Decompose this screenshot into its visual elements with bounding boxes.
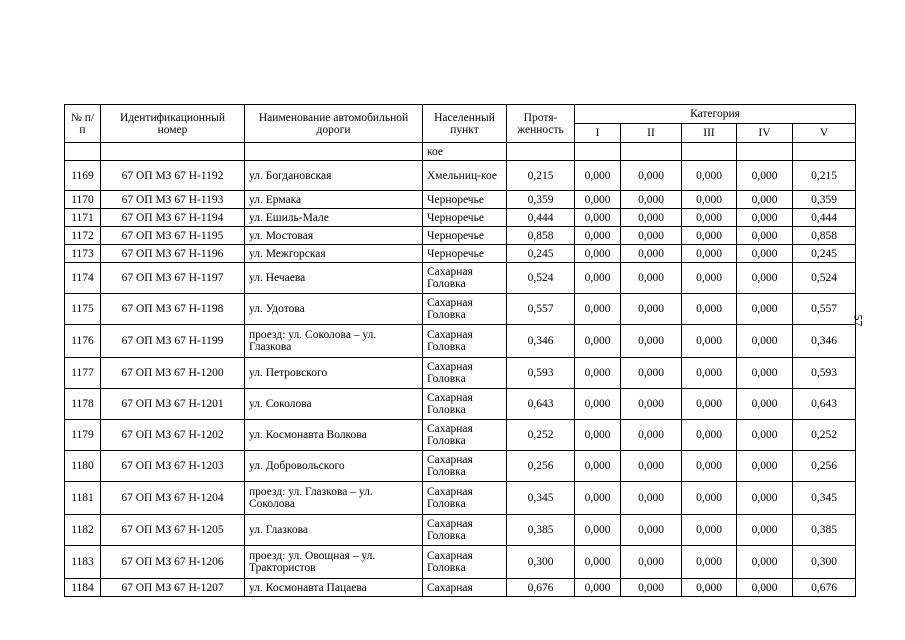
page-number: 57 bbox=[851, 314, 866, 327]
cell-place: Черноречье bbox=[423, 245, 507, 263]
cell-name: проезд: ул. Соколова – ул. Глазкова bbox=[245, 325, 423, 358]
cell-num: 1169 bbox=[65, 161, 101, 191]
cell-c2: 0,000 bbox=[621, 325, 682, 358]
cell-c1: 0,000 bbox=[575, 161, 621, 191]
cell-place: Черноречье bbox=[423, 227, 507, 245]
cell-name: проезд: ул. Овощная – ул. Трактористов bbox=[245, 546, 423, 579]
cell-c5: 0,245 bbox=[793, 245, 856, 263]
header-cat-1: I bbox=[575, 124, 621, 143]
table-row bbox=[65, 245, 856, 263]
cell-name: ул. Мостовая bbox=[245, 227, 423, 245]
cell-name: ул. Глазкова bbox=[245, 515, 423, 546]
cell-len: 0,557 bbox=[507, 294, 575, 325]
cell-c3: 0,000 bbox=[682, 482, 737, 515]
cell-place: Сахарная Головка bbox=[423, 482, 507, 515]
cell-id: 67 ОП МЗ 67 Н-1205 bbox=[101, 515, 245, 546]
cell-name: ул. Космонавта Волкова bbox=[245, 420, 423, 451]
cell-len: 0,858 bbox=[507, 227, 575, 245]
cell-id: 67 ОП МЗ 67 Н-1200 bbox=[101, 358, 245, 389]
cell-len: 0,215 bbox=[507, 161, 575, 191]
cell-c1: 0,000 bbox=[575, 579, 621, 597]
cell-c1: 0,000 bbox=[575, 389, 621, 420]
cell-id: 67 ОП МЗ 67 Н-1201 bbox=[101, 389, 245, 420]
cell-c5: 0,444 bbox=[793, 209, 856, 227]
cell-c3: 0,000 bbox=[682, 358, 737, 389]
header-spacer bbox=[575, 143, 621, 161]
cell-num: 1178 bbox=[65, 389, 101, 420]
cell-id: 67 ОП МЗ 67 Н-1195 bbox=[101, 227, 245, 245]
cell-name: ул. Межгорская bbox=[245, 245, 423, 263]
header-id: Идентификационный номер bbox=[101, 105, 245, 143]
cell-id: 67 ОП МЗ 67 Н-1192 bbox=[101, 161, 245, 191]
cell-len: 0,300 bbox=[507, 546, 575, 579]
cell-c1: 0,000 bbox=[575, 482, 621, 515]
cell-c4: 0,000 bbox=[737, 420, 793, 451]
table-row bbox=[65, 209, 856, 227]
cell-c1: 0,000 bbox=[575, 358, 621, 389]
cell-c5: 0,345 bbox=[793, 482, 856, 515]
cell-len: 0,385 bbox=[507, 515, 575, 546]
cell-len: 0,643 bbox=[507, 389, 575, 420]
cell-place: Сахарная Головка bbox=[423, 358, 507, 389]
cell-c5: 0,643 bbox=[793, 389, 856, 420]
cell-c1: 0,000 bbox=[575, 227, 621, 245]
table-row bbox=[65, 191, 856, 209]
cell-len: 0,345 bbox=[507, 482, 575, 515]
cell-place: Сахарная Головка bbox=[423, 420, 507, 451]
header-spacer bbox=[101, 143, 245, 161]
cell-place: Хмельниц-кое bbox=[423, 161, 507, 191]
cell-id: 67 ОП МЗ 67 Н-1202 bbox=[101, 420, 245, 451]
table-row bbox=[65, 227, 856, 245]
cell-c2: 0,000 bbox=[621, 191, 682, 209]
cell-c4: 0,000 bbox=[737, 294, 793, 325]
cell-id: 67 ОП МЗ 67 Н-1197 bbox=[101, 263, 245, 294]
cell-len: 0,245 bbox=[507, 245, 575, 263]
cell-c2: 0,000 bbox=[621, 579, 682, 597]
cell-c4: 0,000 bbox=[737, 482, 793, 515]
cell-c4: 0,000 bbox=[737, 191, 793, 209]
cell-c4: 0,000 bbox=[737, 579, 793, 597]
cell-place: Сахарная Головка bbox=[423, 451, 507, 482]
header-spacer bbox=[507, 143, 575, 161]
cell-id: 67 ОП МЗ 67 Н-1204 bbox=[101, 482, 245, 515]
table-row bbox=[65, 420, 856, 451]
cell-c4: 0,000 bbox=[737, 358, 793, 389]
header-cat-2: II bbox=[621, 124, 682, 143]
header-category: Категория bbox=[575, 105, 856, 124]
cell-c3: 0,000 bbox=[682, 294, 737, 325]
header-settlement: Населенный пункт bbox=[423, 105, 507, 143]
cell-c1: 0,000 bbox=[575, 294, 621, 325]
cell-name: ул. Нечаева bbox=[245, 263, 423, 294]
cell-c1: 0,000 bbox=[575, 546, 621, 579]
table-row bbox=[65, 358, 856, 389]
header-num: № п/п bbox=[65, 105, 101, 143]
header-spacer bbox=[793, 143, 856, 161]
header-spacer bbox=[621, 143, 682, 161]
cell-c2: 0,000 bbox=[621, 358, 682, 389]
cell-num: 1184 bbox=[65, 579, 101, 597]
cell-len: 0,252 bbox=[507, 420, 575, 451]
cell-c4: 0,000 bbox=[737, 389, 793, 420]
cell-len: 0,444 bbox=[507, 209, 575, 227]
cell-name: ул. Ермака bbox=[245, 191, 423, 209]
cell-c3: 0,000 bbox=[682, 579, 737, 597]
cell-num: 1172 bbox=[65, 227, 101, 245]
cell-id: 67 ОП МЗ 67 Н-1206 bbox=[101, 546, 245, 579]
cell-c2: 0,000 bbox=[621, 451, 682, 482]
cell-num: 1175 bbox=[65, 294, 101, 325]
cell-name: ул. Удотова bbox=[245, 294, 423, 325]
cell-c4: 0,000 bbox=[737, 325, 793, 358]
cell-c2: 0,000 bbox=[621, 245, 682, 263]
cell-name: ул. Добровольского bbox=[245, 451, 423, 482]
table-row bbox=[65, 389, 856, 420]
cell-place: Сахарная Головка bbox=[423, 546, 507, 579]
cell-c5: 0,346 bbox=[793, 325, 856, 358]
cell-id: 67 ОП МЗ 67 Н-1196 bbox=[101, 245, 245, 263]
cell-c1: 0,000 bbox=[575, 420, 621, 451]
cell-place: Сахарная bbox=[423, 579, 507, 597]
cell-c2: 0,000 bbox=[621, 420, 682, 451]
cell-place: Сахарная Головка bbox=[423, 325, 507, 358]
cell-c1: 0,000 bbox=[575, 263, 621, 294]
table-row bbox=[65, 579, 856, 597]
table-row bbox=[65, 294, 856, 325]
table-row bbox=[65, 263, 856, 294]
cell-num: 1173 bbox=[65, 245, 101, 263]
cell-c5: 0,593 bbox=[793, 358, 856, 389]
cell-name: ул. Соколова bbox=[245, 389, 423, 420]
cell-c3: 0,000 bbox=[682, 546, 737, 579]
cell-num: 1179 bbox=[65, 420, 101, 451]
cell-len: 0,524 bbox=[507, 263, 575, 294]
cell-id: 67 ОП МЗ 67 Н-1193 bbox=[101, 191, 245, 209]
cell-num: 1177 bbox=[65, 358, 101, 389]
cell-c1: 0,000 bbox=[575, 515, 621, 546]
cell-len: 0,256 bbox=[507, 451, 575, 482]
cell-c5: 0,252 bbox=[793, 420, 856, 451]
cell-len: 0,346 bbox=[507, 325, 575, 358]
cell-id: 67 ОП МЗ 67 Н-1203 bbox=[101, 451, 245, 482]
cell-c5: 0,215 bbox=[793, 161, 856, 191]
cell-num: 1171 bbox=[65, 209, 101, 227]
header-spacer bbox=[737, 143, 793, 161]
cell-c3: 0,000 bbox=[682, 245, 737, 263]
table-row bbox=[65, 515, 856, 546]
cell-c1: 0,000 bbox=[575, 245, 621, 263]
cell-c4: 0,000 bbox=[737, 227, 793, 245]
cell-c2: 0,000 bbox=[621, 294, 682, 325]
table-row bbox=[65, 451, 856, 482]
cell-name: ул. Ешиль-Мале bbox=[245, 209, 423, 227]
cell-place: Сахарная Головка bbox=[423, 294, 507, 325]
cell-num: 1181 bbox=[65, 482, 101, 515]
roads-table bbox=[64, 104, 856, 597]
header-cat-5: V bbox=[793, 124, 856, 143]
cell-c3: 0,000 bbox=[682, 263, 737, 294]
cell-c5: 0,676 bbox=[793, 579, 856, 597]
cell-c5: 0,256 bbox=[793, 451, 856, 482]
cell-num: 1170 bbox=[65, 191, 101, 209]
cell-name: ул. Богдановская bbox=[245, 161, 423, 191]
cell-place: Черноречье bbox=[423, 209, 507, 227]
cell-c3: 0,000 bbox=[682, 515, 737, 546]
cell-len: 0,593 bbox=[507, 358, 575, 389]
cell-num: 1182 bbox=[65, 515, 101, 546]
cell-c2: 0,000 bbox=[621, 515, 682, 546]
cell-num: 1183 bbox=[65, 546, 101, 579]
header-cat-4: IV bbox=[737, 124, 793, 143]
cell-c2: 0,000 bbox=[621, 389, 682, 420]
header-name: Наименование автомобильной дороги bbox=[245, 105, 423, 143]
cell-c2: 0,000 bbox=[621, 546, 682, 579]
cell-c4: 0,000 bbox=[737, 515, 793, 546]
cell-id: 67 ОП МЗ 67 Н-1207 bbox=[101, 579, 245, 597]
header-cat-3: III bbox=[682, 124, 737, 143]
cell-c4: 0,000 bbox=[737, 546, 793, 579]
cell-place: Сахарная Головка bbox=[423, 389, 507, 420]
cell-c3: 0,000 bbox=[682, 161, 737, 191]
cell-c5: 0,359 bbox=[793, 191, 856, 209]
cell-c4: 0,000 bbox=[737, 451, 793, 482]
cell-c2: 0,000 bbox=[621, 482, 682, 515]
cell-c2: 0,000 bbox=[621, 161, 682, 191]
cell-c3: 0,000 bbox=[682, 420, 737, 451]
cell-num: 1176 bbox=[65, 325, 101, 358]
cell-len: 0,676 bbox=[507, 579, 575, 597]
cell-name: ул. Петровского bbox=[245, 358, 423, 389]
table-row bbox=[65, 482, 856, 515]
cell-id: 67 ОП МЗ 67 Н-1194 bbox=[101, 209, 245, 227]
cell-c5: 0,385 bbox=[793, 515, 856, 546]
cell-name: проезд: ул. Глазкова – ул. Соколова bbox=[245, 482, 423, 515]
cell-c5: 0,557 bbox=[793, 294, 856, 325]
cell-place: Сахарная Головка bbox=[423, 515, 507, 546]
table-row bbox=[65, 546, 856, 579]
header-spacer bbox=[682, 143, 737, 161]
cell-c1: 0,000 bbox=[575, 325, 621, 358]
cell-place: Сахарная Головка bbox=[423, 263, 507, 294]
cell-c3: 0,000 bbox=[682, 209, 737, 227]
cell-c3: 0,000 bbox=[682, 325, 737, 358]
header-length: Протя-женность bbox=[507, 105, 575, 143]
cell-name: ул. Космонавта Пацаева bbox=[245, 579, 423, 597]
cell-c2: 0,000 bbox=[621, 263, 682, 294]
cell-c4: 0,000 bbox=[737, 161, 793, 191]
cell-c1: 0,000 bbox=[575, 209, 621, 227]
cell-c2: 0,000 bbox=[621, 227, 682, 245]
header-spacer bbox=[65, 143, 101, 161]
table-row bbox=[65, 325, 856, 358]
cell-num: 1174 bbox=[65, 263, 101, 294]
cell-c5: 0,858 bbox=[793, 227, 856, 245]
cell-id: 67 ОП МЗ 67 Н-1198 bbox=[101, 294, 245, 325]
cell-c1: 0,000 bbox=[575, 191, 621, 209]
cell-c3: 0,000 bbox=[682, 451, 737, 482]
table-row bbox=[65, 161, 856, 191]
cell-c3: 0,000 bbox=[682, 227, 737, 245]
cell-c5: 0,524 bbox=[793, 263, 856, 294]
cell-len: 0,359 bbox=[507, 191, 575, 209]
cell-id: 67 ОП МЗ 67 Н-1199 bbox=[101, 325, 245, 358]
cell-c4: 0,000 bbox=[737, 263, 793, 294]
cell-c3: 0,000 bbox=[682, 191, 737, 209]
cell-c1: 0,000 bbox=[575, 451, 621, 482]
cell-c2: 0,000 bbox=[621, 209, 682, 227]
cell-c4: 0,000 bbox=[737, 245, 793, 263]
header-settlement-fragment: кое bbox=[423, 143, 507, 161]
cell-c3: 0,000 bbox=[682, 389, 737, 420]
cell-c4: 0,000 bbox=[737, 209, 793, 227]
cell-place: Черноречье bbox=[423, 191, 507, 209]
header-spacer bbox=[245, 143, 423, 161]
cell-num: 1180 bbox=[65, 451, 101, 482]
cell-c5: 0,300 bbox=[793, 546, 856, 579]
